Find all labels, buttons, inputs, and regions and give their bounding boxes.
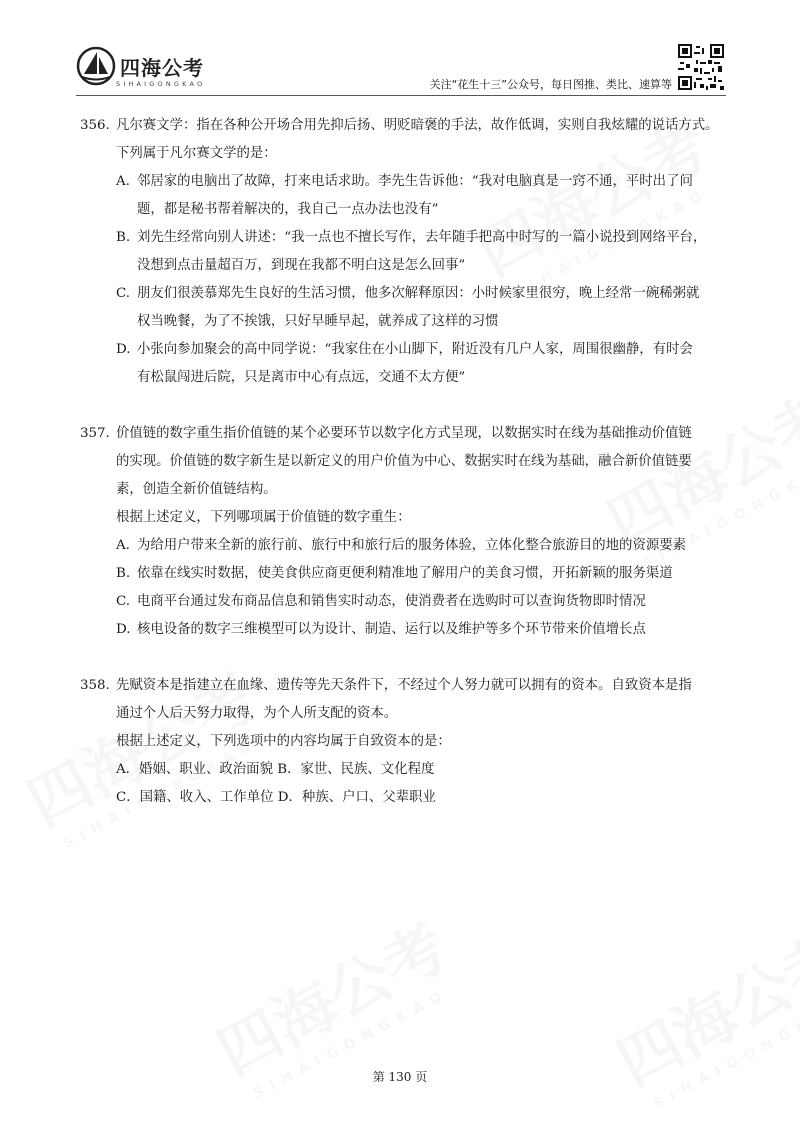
brand-logo xyxy=(76,46,226,94)
option-a: A. 为给用户带来全新的旅行前、旅行中和旅行后的服务体验，立体化整合旅游目的地的资源要素 xyxy=(116,538,687,553)
question-357 xyxy=(80,420,740,644)
question-stem-line: 356. 凡尔赛文学：指在各种公开场合用先抑后扬、明贬暗褒的手法，故作低调，实则自我炫耀的说话方式。 xyxy=(80,112,740,140)
option-a: A. 邻居家的电脑出了故障，打来电话求助。李先生告诉他：“我对电脑真是一窍不通，平时出了问 题，都是秘书帮着解决的，我自己一点办法也没有” xyxy=(116,174,693,217)
question-stem-line: 通过个人后天努力取得，为个人所支配的资本。 xyxy=(116,706,398,721)
question-stem-line: 素，创造全新价值链结构。 xyxy=(116,482,277,497)
option-c: C. 朋友们很羡慕郑先生良好的生活习惯，他多次解释原因：小时候家里很穷，晚上经常一碗稀粥就 权当晚餐，为了不挨饿，只好早睡早起，就养成了这样的习惯 xyxy=(116,286,700,329)
question-stem-line: 358. 先赋资本是指建立在血缘、遗传等先天条件下，不经过个人努力就可以拥有的资本。自致资本是指 xyxy=(80,672,740,700)
sailboat-logo-icon xyxy=(76,46,116,86)
page-number: 第 130 页 xyxy=(372,1070,428,1084)
brand-name: 四海公考 xyxy=(120,56,204,80)
page-content xyxy=(80,112,740,812)
qr-code-icon xyxy=(678,44,724,90)
option-b: B. 刘先生经常向别人讲述：“我一点也不擅长写作，去年随手把高中时写的一篇小说投到网络平台， 没想到点击量超百万，到现在我都不明白这是怎么回事” xyxy=(116,230,707,273)
question-number: 358. xyxy=(80,678,110,693)
option-row-ab: A．婚姻、职业、政治面貌 B．家世、民族、文化程度 xyxy=(116,762,435,777)
question-number: 356. xyxy=(80,118,110,133)
header-divider xyxy=(76,95,726,96)
question-prompt: 根据上述定义，下列选项中的内容均属于自致资本的是： xyxy=(116,734,451,749)
option-d: D. 小张向参加聚会的高中同学说：“我家住在小山脚下，附近没有几户人家，周围很幽静，有时会 有松鼠闯进后院，只是离市中心有点远，交通不太方便” xyxy=(116,342,693,385)
question-prompt: 根据上述定义，下列哪项属于价值链的数字重生： xyxy=(116,510,411,525)
brand-subtitle: SIHAIGONGKAO xyxy=(116,80,206,88)
page-header xyxy=(0,0,800,104)
option-c: C. 电商平台通过发布商品信息和销售实时动态，使消费者在选购时可以查询货物即时情况 xyxy=(116,594,646,609)
header-slogan: 关注“花生十三”公众号，每日图推、类比、速算等 xyxy=(429,78,672,91)
option-row-cd: C．国籍、收入、工作单位 D．种族、户口、父辈职业 xyxy=(116,790,436,805)
watermark xyxy=(600,908,800,1117)
question-358 xyxy=(80,672,740,812)
question-number: 357. xyxy=(80,426,110,441)
option-b: B. 依靠在线实时数据，使美食供应商更便利精准地了解用户的美食习惯，开拓新颖的服务渠道 xyxy=(116,566,673,581)
question-356 xyxy=(80,112,740,392)
question-prompt: 下列属于凡尔赛文学的是： xyxy=(116,146,277,161)
question-stem-line: 357. 价值链的数字重生指价值链的某个必要环节以数字化方式呈现，以数据实时在线为基础推动价值链 xyxy=(80,420,740,448)
option-d: D. 核电设备的数字三维模型可以为设计、制造、运行以及维护等多个环节带来价值增长点 xyxy=(116,622,646,637)
question-stem-line: 的实现。价值链的数字新生是以新定义的用户价值为中心、数据实时在线为基础，融合新价值链要 xyxy=(116,454,692,469)
